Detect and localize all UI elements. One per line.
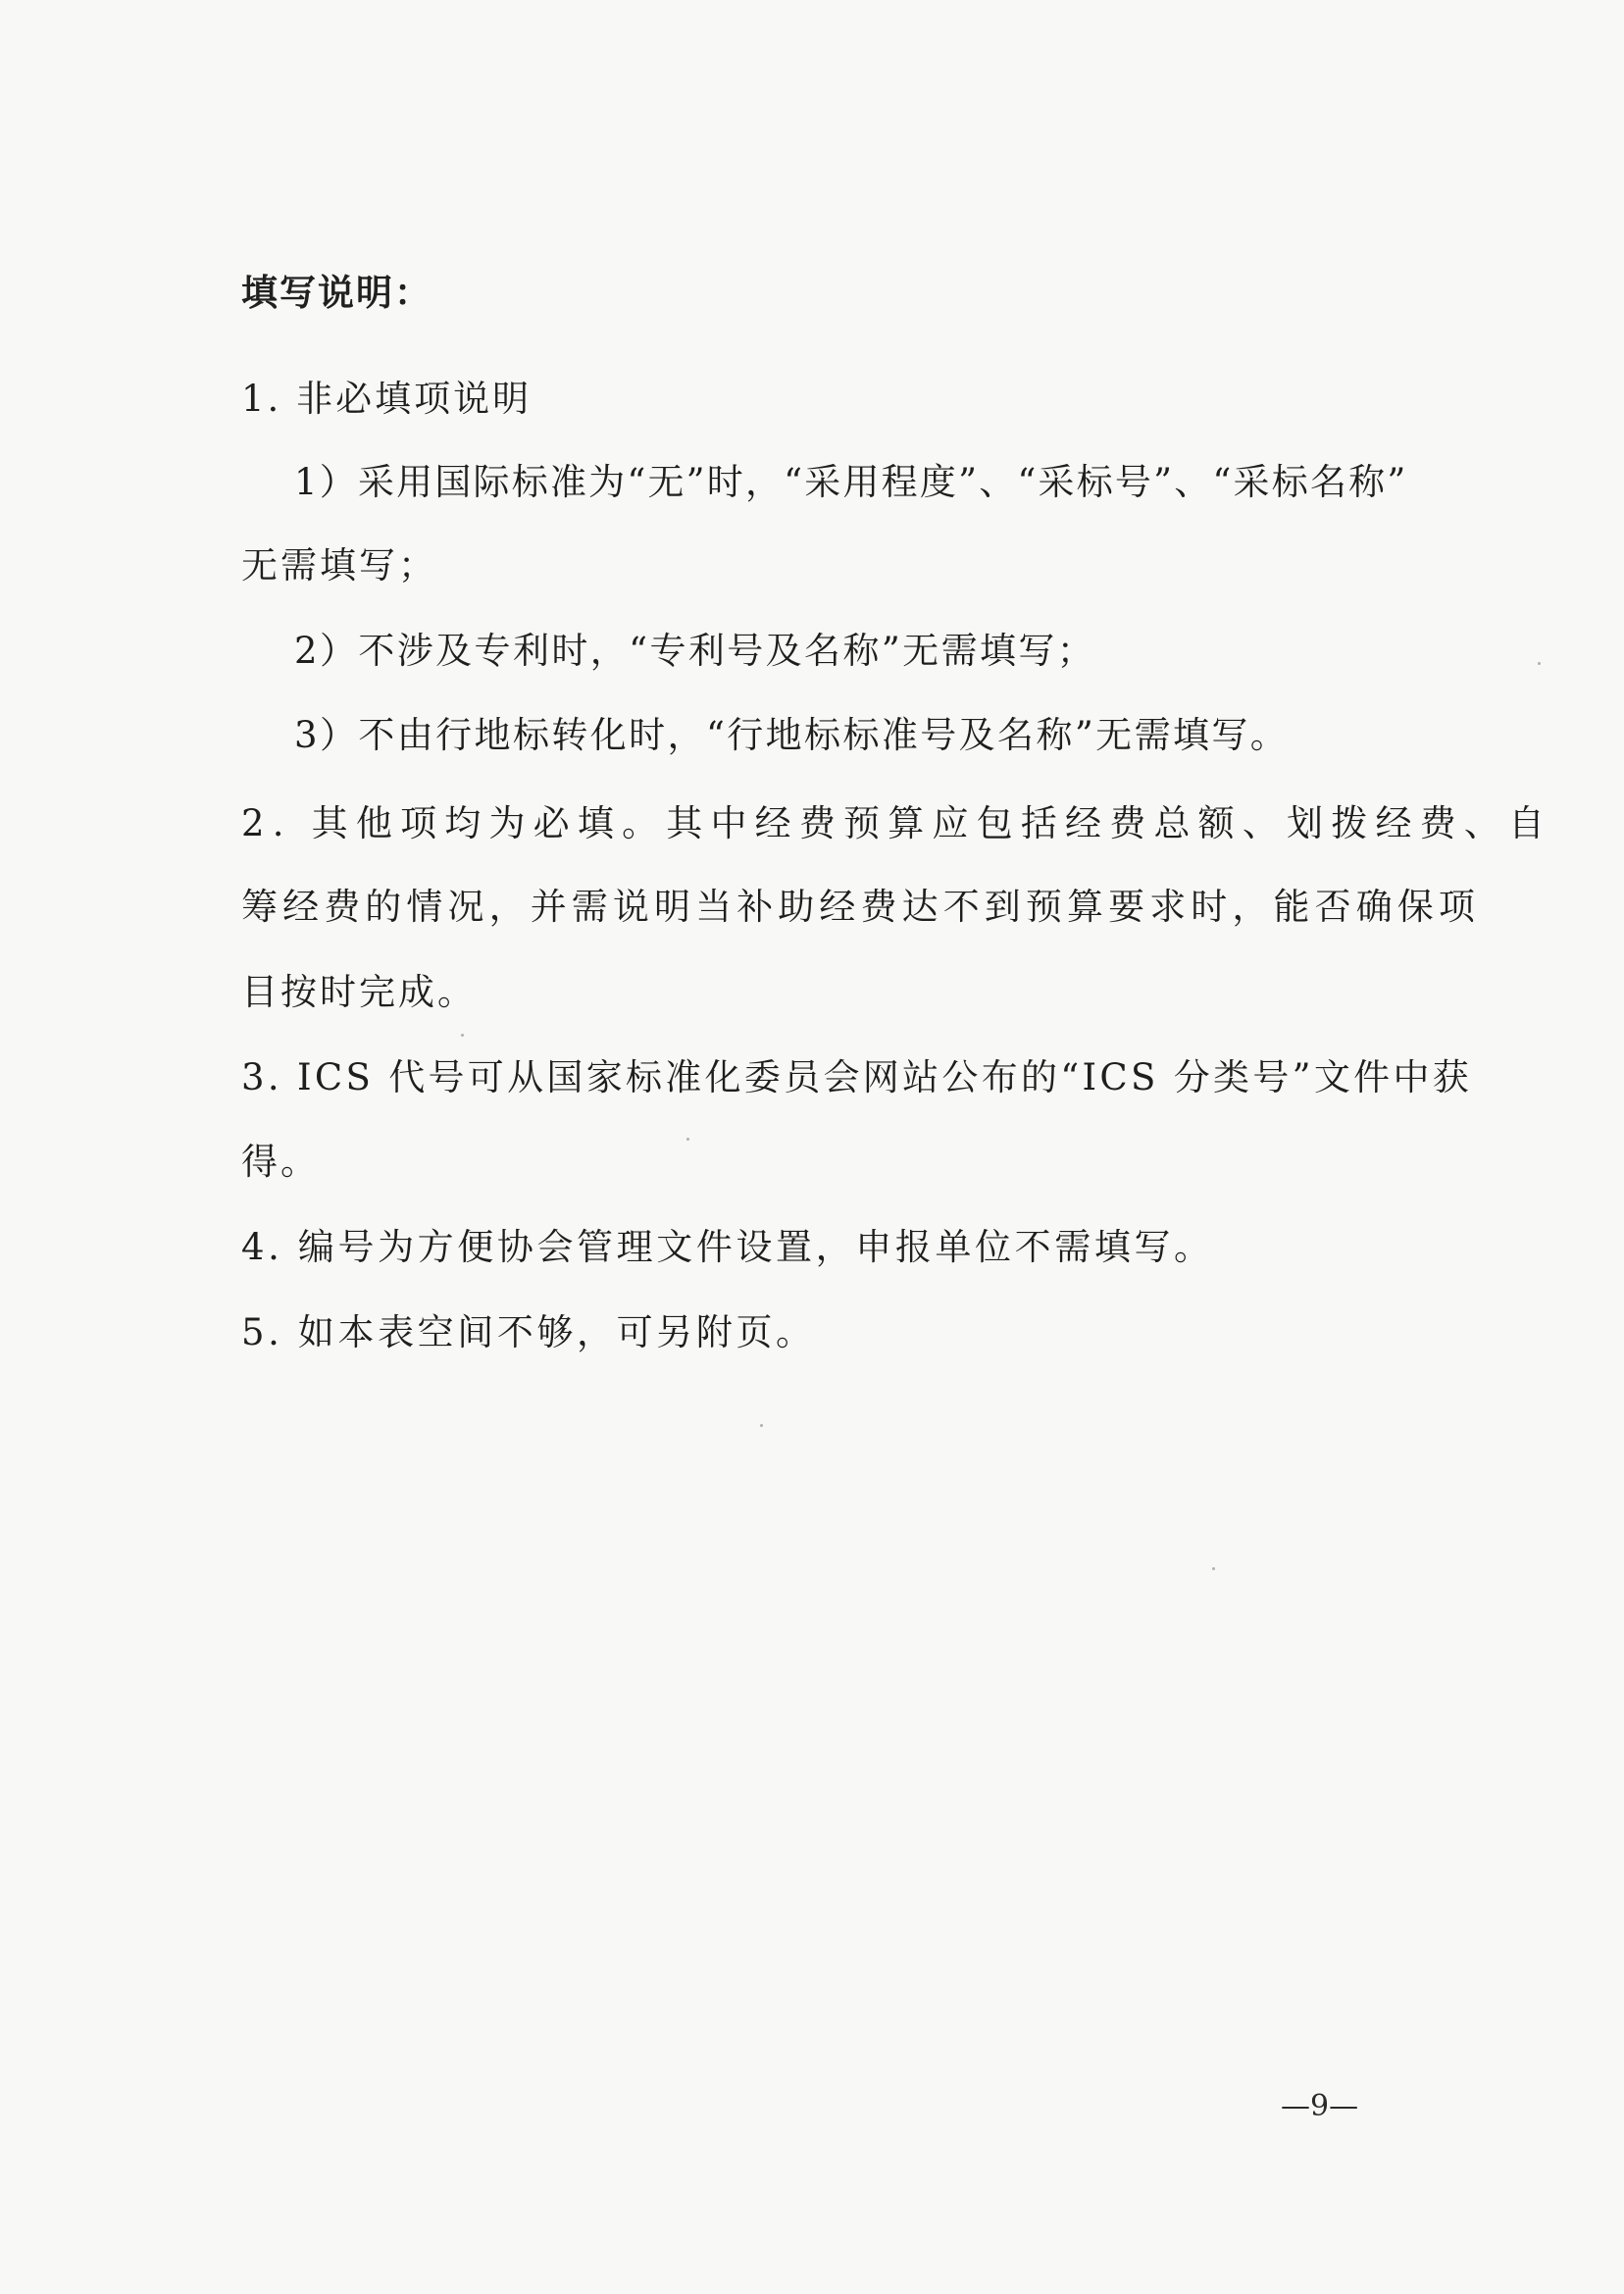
- item-2-line-3: 目按时完成。: [241, 971, 477, 1013]
- item-1-subitem-1-line-2: 无需填写；: [241, 544, 437, 586]
- item-2-line-1: 2. 其他项均为必填。其中经费预算应包括经费总额、划拨经费、自: [241, 802, 1553, 844]
- item-4: 4. 编号为方便协会管理文件设置，申报单位不需填写。: [241, 1226, 1214, 1268]
- item-1-subitem-1-line-1: 1）采用国际标准为“无”时，“采用程度”、“采标号”、“采标名称”: [294, 461, 1408, 503]
- scan-speck: [1538, 662, 1541, 665]
- item-1-non-required-fields: 1. 非必填项说明: [241, 378, 533, 420]
- page-number: —9—: [1281, 2089, 1359, 2123]
- item-1-subitem-2: 2）不涉及专利时，“专利号及名称”无需填写；: [294, 630, 1096, 672]
- item-2-line-2: 筹经费的情况，并需说明当补助经费达不到预算要求时，能否确保项: [241, 886, 1480, 928]
- scan-speck: [760, 1424, 763, 1427]
- item-5: 5. 如本表空间不够，可另附页。: [241, 1311, 816, 1353]
- scan-speck: [686, 1138, 689, 1141]
- item-1-subitem-3: 3）不由行地标转化时，“行地标标准号及名称”无需填写。: [294, 714, 1290, 756]
- scan-speck: [461, 1034, 464, 1037]
- scan-speck: [1212, 1567, 1215, 1570]
- item-3-line-2: 得。: [241, 1141, 320, 1183]
- instructions-heading: 填写说明：: [241, 272, 432, 314]
- item-3-line-1: 3. ICS 代号可从国家标准化委员会网站公布的“ICS 分类号”文件中获: [241, 1056, 1473, 1098]
